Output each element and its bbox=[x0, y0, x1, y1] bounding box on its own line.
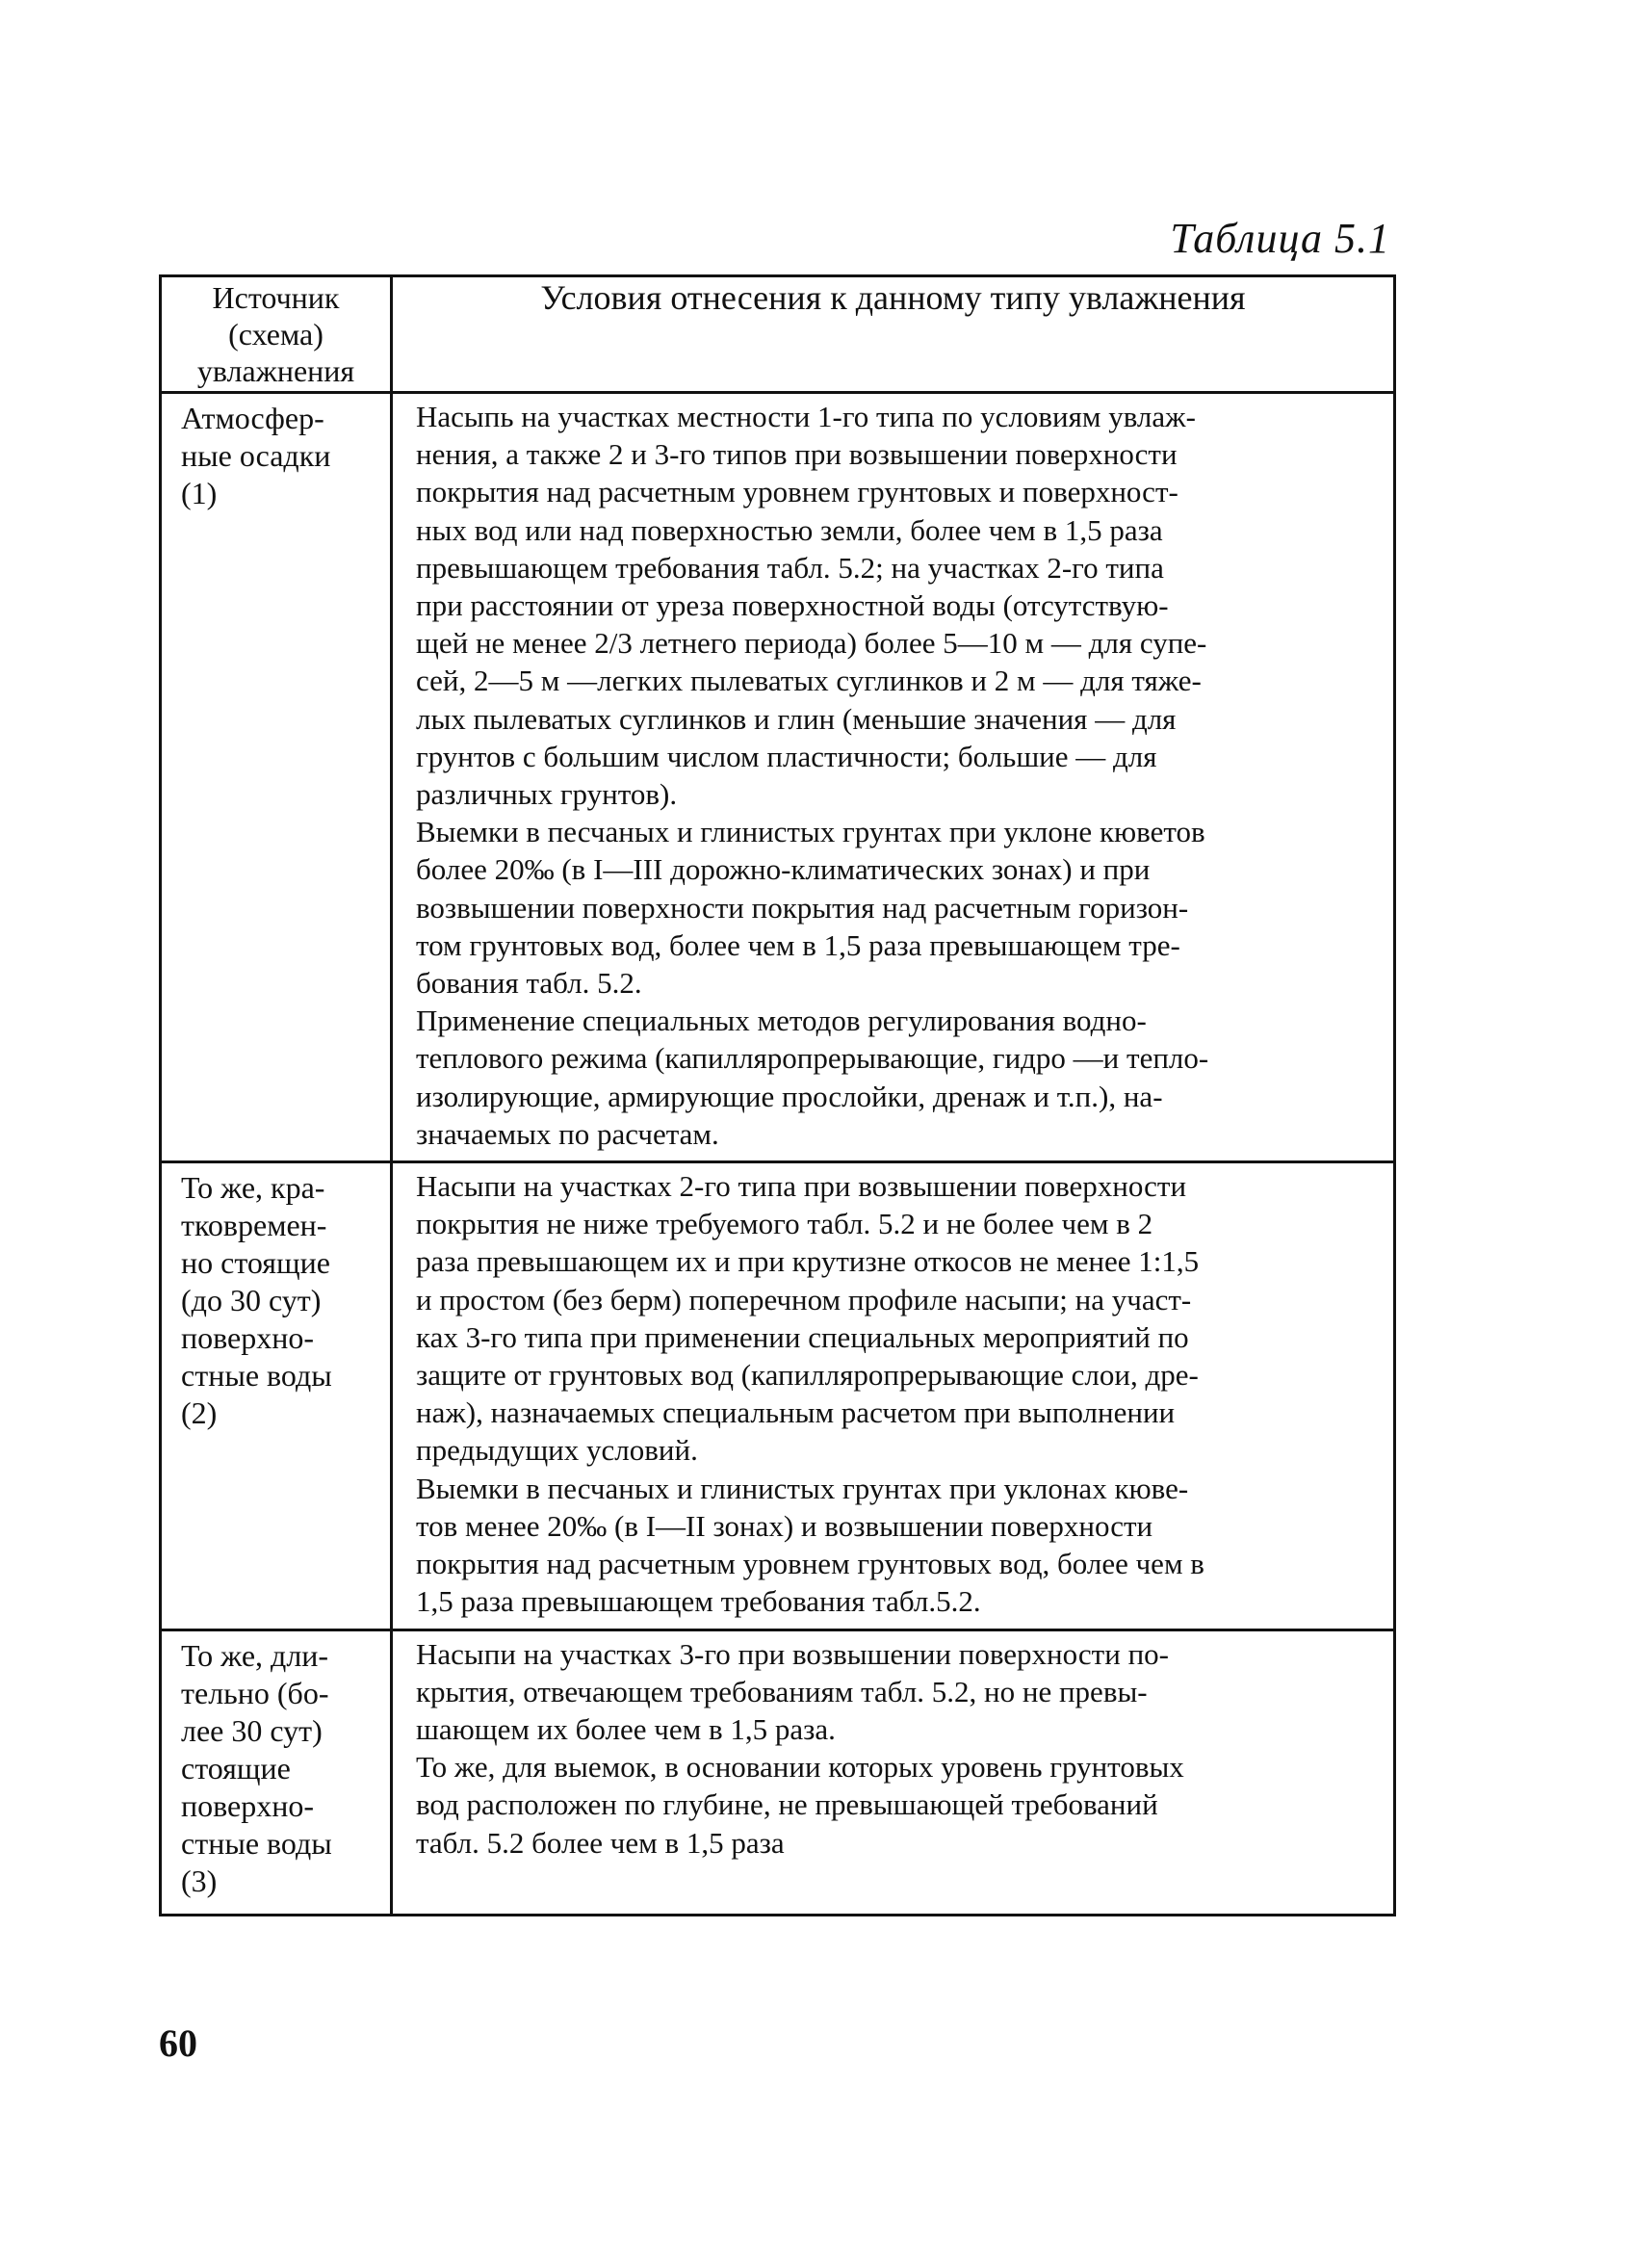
condition-paragraph: То же, для выемок, в основании которых уровень грунтовых вод расположен по глубине, не превышающей требований табл. 5.2 более чем в 1,5 раза bbox=[416, 1750, 1184, 1860]
condition-paragraph: Насыпь на участках местности 1-го типа по условиям увлаж- нения, а также 2 и 3-го типов при возвышении поверхности покрытия над расчетным уровнем грунтовых и поверхност- ных вод или над поверхностью земли, более чем в 1,5 раза превышающем требования табл. 5.2; на участках 2-го типа при расстоянии от уреза поверхностной воды (отсутствую- щей не менее 2/3 летнего периода) более 5—10 м — для супе- сей, 2—5 м —легких пылеватых суглинков и 2 м — для тяже- лых пылеватых суглинков и глин (меньшие значения — для грунтов с большим числом пластичности; большие — для различных грунтов). bbox=[416, 400, 1207, 812]
source-cell: Атмосфер- ные осадки (1) bbox=[161, 393, 392, 1162]
table-row bbox=[161, 393, 1395, 1162]
condition-paragraph: Насыпи на участках 3-го при возвышении поверхности по- крытия, отвечающем требованиям табл. 5.2, но не превы- шающем их более чем в 1,5 раза. bbox=[416, 1636, 1169, 1746]
conditions-cell bbox=[392, 393, 1395, 1162]
moisture-conditions-table bbox=[159, 274, 1396, 1916]
header-source: Источник (схема) увлажнения bbox=[161, 276, 392, 393]
header-conditions: Условия отнесения к данному типу увлажнения bbox=[392, 276, 1395, 393]
conditions-cell bbox=[392, 1162, 1395, 1629]
page-number: 60 bbox=[159, 2021, 197, 2065]
source-cell: То же, кра- тковремен- но стоящие (до 30 сут) поверхно- стные воды (2) bbox=[161, 1162, 392, 1629]
conditions-cell bbox=[392, 1629, 1395, 1915]
condition-paragraph: Применение специальных методов регулирования водно- теплового режима (капилляропрерывающие, гидро —и тепло- изолирующие, армирующие прослойки, дренаж и т.п.), на- значаемых по расчетам. bbox=[416, 1004, 1209, 1151]
condition-paragraph: Выемки в песчаных и глинистых грунтах при уклонах кюве- тов менее 20‰ (в I—II зонах) и возвышении поверхности покрытия над расчетным уровнем грунтовых вод, более чем в 1,5 раза превышающем требования табл.5.2. bbox=[416, 1471, 1204, 1619]
table-header-row bbox=[161, 276, 1395, 393]
condition-paragraph: Выемки в песчаных и глинистых грунтах при уклоне кюветов более 20‰ (в I—III дорожно-климатических зонах) и при возвышении поверхности покрытия над расчетным горизон- том грунтовых вод, более чем в 1,5 раза превышающем тре- бования табл. 5.2. bbox=[416, 815, 1205, 1001]
table-caption: Таблица 5.1 bbox=[1170, 215, 1390, 262]
table-row bbox=[161, 1629, 1395, 1915]
table-row bbox=[161, 1162, 1395, 1629]
source-cell: То же, дли- тельно (бо- лее 30 сут) стоящие поверхно- стные воды (3) bbox=[161, 1629, 392, 1915]
condition-paragraph: Насыпи на участках 2-го типа при возвышении поверхности покрытия не ниже требуемого табл. 5.2 и не более чем в 2 раза превышающем их и при крутизне откосов не менее 1:1,5 и простом (без берм) поперечном профиле насыпи; на участ- ках 3-го типа при применении специальных мероприятий по защите от грунтовых вод (капилляропрерывающие слои, дре- наж), назначаемых специальным расчетом при выполнении предыдущих условий. bbox=[416, 1169, 1200, 1468]
